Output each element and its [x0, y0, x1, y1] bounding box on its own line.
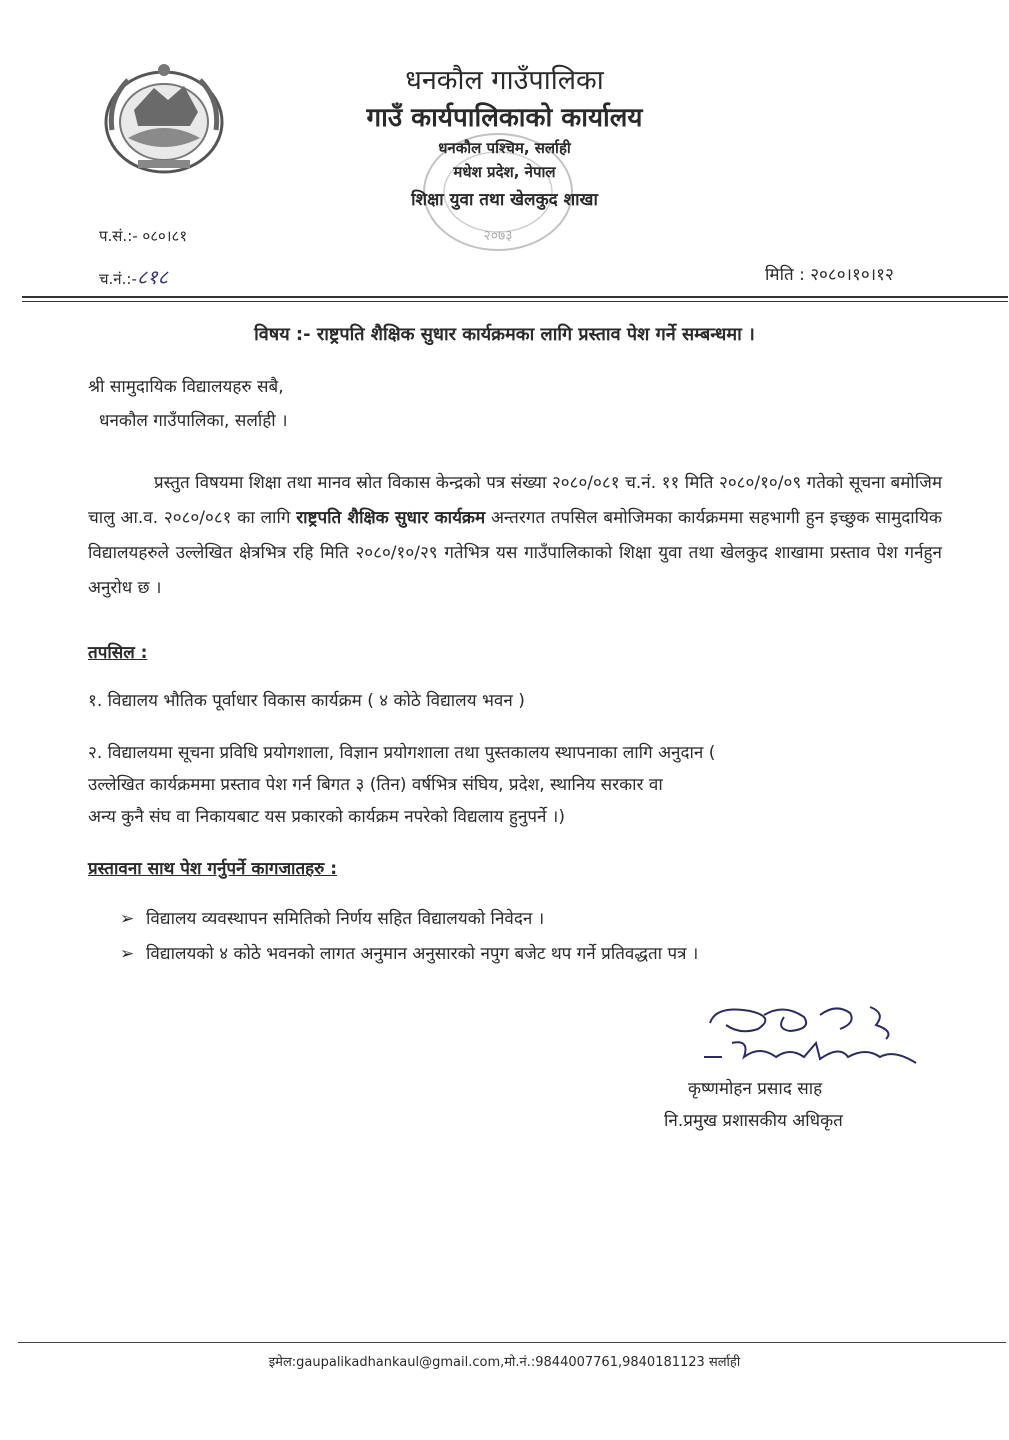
tapasil-item-2-line-1: २. विद्यालयमा सूचना प्रविधि प्रयोगशाला, विज्ञान प्रयोगशाला तथा पुस्तकालय स्थापनाका लागि अनुदान (	[88, 743, 716, 763]
svg-text:२०७३: २०७३	[483, 228, 513, 244]
addressee-line-2: धनकौल गाउँपालिका, सर्लाही ।	[99, 411, 288, 431]
addressee-line-1: श्री सामुदायिक विद्यालयहरु सबै,	[88, 377, 284, 397]
tapasil-item-2-line-3: अन्य कुनै संघ वा निकायबाट यस प्रकारको कार्यक्रम नपरेको विद्यलाय हुनुपर्ने ।)	[88, 807, 565, 827]
handwritten-signature	[680, 995, 940, 1075]
document-item-text: विद्यालय व्यवस्थापन समितिको निर्णय सहित विद्यालयको निवेदन ।	[146, 909, 545, 929]
office-address: धनकौल पश्चिम, सर्लाही	[438, 139, 571, 157]
document-item-text: विद्यालयको ४ कोठे भवनको लागत अनुमान अनुसारको नपुग बजेट थप गर्ने प्रतिवद्धता पत्र ।	[146, 944, 699, 964]
arrow-bullet-icon: ➢	[120, 944, 135, 964]
header-divider-thin	[22, 301, 1008, 302]
cn-label: च.नं.:-	[99, 270, 137, 288]
footer-contact: इमेल:gaupalikadhankaul@gmail.com,मो.नं.:9844007761,9840181123 सर्लाही	[268, 1355, 741, 1370]
signatory-name: कृष्णमोहन प्रसाद साह	[688, 1079, 823, 1099]
letter-date: मिति : २०८०।१०।१२	[765, 265, 894, 285]
document-item	[120, 906, 544, 929]
letter-subject: विषय :- राष्ट्रपति शैक्षिक सुधार कार्यक्रमका लागि प्रस्ताव पेश गर्ने सम्बन्धमा ।	[254, 324, 755, 345]
documents-heading: प्रस्तावना साथ पेश गर्नुपर्ने कागजातहरु :	[88, 859, 338, 879]
footer-divider	[18, 1342, 1006, 1343]
tapasil-heading: तपसिल :	[88, 643, 148, 663]
signatory-title: नि.प्रमुख प्रशासकीय अधिकृत	[664, 1111, 843, 1131]
office-section: शिक्षा युवा तथा खेलकुद शाखा	[411, 190, 598, 210]
office-province: मधेश प्रदेश, नेपाल	[453, 163, 556, 181]
header-divider	[22, 296, 1008, 298]
program-name: राष्ट्रपति शैक्षिक सुधार कार्यक्रम	[296, 508, 486, 528]
body-text-rest: अन्तरगत तपसिल बमोजिमका कार्यक्रममा सहभागी हुन इच्छुक सामुदायिक विद्यालयहरुले उल्लेखित क्षेत्रभित्र रहि मिति २०८०/१०/२९ गतेभित्र यस गाउँपालिकाको शिक्षा युवा तथा खेलकुद शाखामा प्रस्ताव पेश गर्नहुन अनुरोध छ ।	[88, 508, 942, 598]
document-item	[120, 941, 698, 964]
letter-ps-number: प.सं.:- ०८०।८१	[99, 227, 188, 245]
municipality-name: धनकौल गाउँपालिका	[405, 65, 604, 96]
letter-body-paragraph	[88, 466, 942, 606]
letter-cn-number	[99, 263, 168, 290]
office-name: गाउँ कार्यपालिकाको कार्यालय	[366, 103, 643, 133]
arrow-bullet-icon: ➢	[120, 909, 135, 929]
tapasil-item-2-line-2: उल्लेखित कार्यक्रममा प्रस्ताव पेश गर्न बिगत ३ (तिन) वर्षभित्र संघिय, प्रदेश, स्थानिय सरकार वा	[88, 775, 663, 795]
tapasil-item-1: १. विद्यालय भौतिक पूर्वाधार विकास कार्यक्रम ( ४ कोठे विद्यालय भवन )	[88, 691, 525, 711]
cn-value: ८१८	[136, 265, 169, 289]
body-text-start: प्रस्तुत विषयमा शिक्षा तथा मानव स्रोत विकास केन्द्रको पत्र संख्या २०८०/०८१ च.नं. ११ मिति २०८०/१०/०९ गतेको सूचना बमोजिम चालु आ.व. २०८०/०८१ का लागि	[88, 473, 942, 528]
